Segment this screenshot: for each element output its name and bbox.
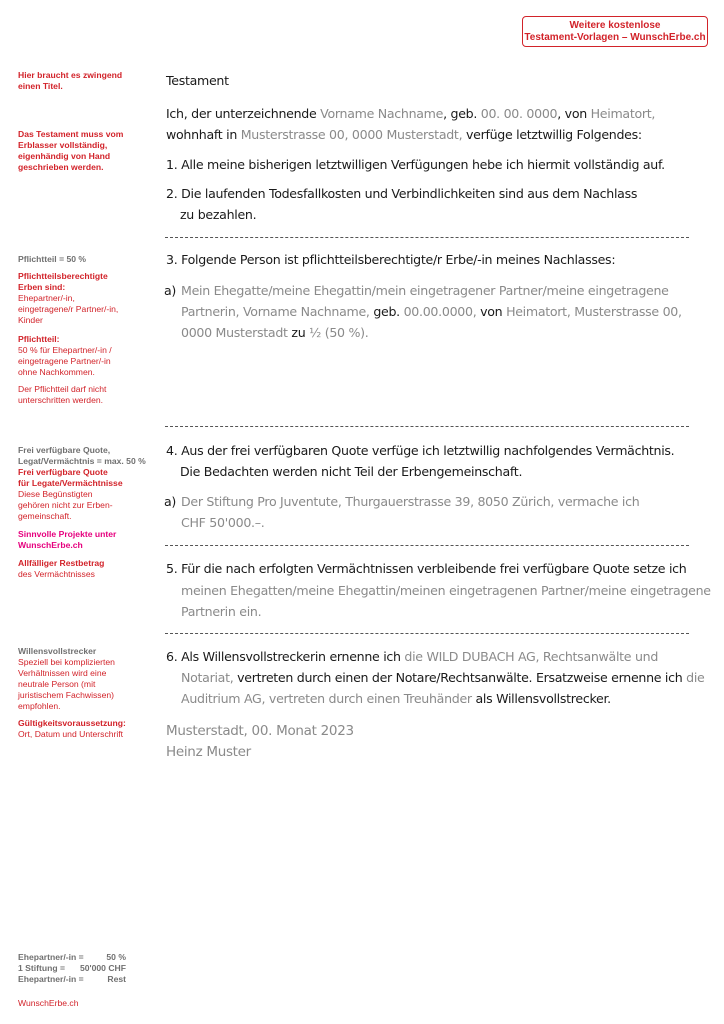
clause-3-a-line-2 xyxy=(181,304,682,319)
summary-row xyxy=(18,952,158,963)
intro-text: Ich, der unterzeichnende xyxy=(166,106,321,121)
fixed-text: zu xyxy=(291,325,306,340)
summary-label: Ehepartner/-in = xyxy=(18,952,84,962)
executor-text: empfohlen. xyxy=(18,701,61,711)
berechtigte-title: Erben sind: xyxy=(18,282,66,292)
placeholder-text: 00.00.0000, xyxy=(399,304,481,319)
clause-5-line-3: Partnerin ein. xyxy=(181,604,262,619)
rest-title: Allfälliger Restbetrag xyxy=(18,558,105,568)
intro-text: wohnhaft in xyxy=(166,127,241,142)
clause-2-line-2: zu bezahlen. xyxy=(180,207,257,222)
footer-brand: WunschErbe.ch xyxy=(18,998,79,1008)
executor-text: juristischem Fachwissen) xyxy=(18,690,114,700)
clause-6-line-3 xyxy=(181,691,611,706)
signature: Heinz Muster xyxy=(166,744,251,760)
section-divider xyxy=(165,633,689,634)
clause-2-line-1: 2. Die laufenden Todesfallkosten und Verbindlichkeiten sind aus dem Nachlass xyxy=(166,186,638,201)
placeholder-dob: 00. 00. 0000 xyxy=(480,106,558,121)
quote-header: Legat/Vermächtnis = max. 50 % xyxy=(18,456,146,466)
clause-4-a-line-2: CHF 50'000.–. xyxy=(181,515,265,530)
pflichtteil-warning xyxy=(18,384,158,406)
pflichtteil-header: Pflichtteil = 50 % xyxy=(18,254,87,264)
distribution-summary xyxy=(18,952,158,985)
placeholder-text: die xyxy=(686,670,705,685)
intro-text: , geb. xyxy=(443,106,481,121)
clause-3: 3. Folgende Person ist pflichtteilsberechtigte/r Erbe/-in meines Nachlasses: xyxy=(166,252,616,267)
badge-line-1: Weitere kostenlose xyxy=(569,20,661,31)
clause-6-line-2 xyxy=(181,670,704,685)
quote-text: gehören nicht zur Erben- xyxy=(18,500,113,510)
executor-text: Verhältnissen wird eine xyxy=(18,668,107,678)
placeholder-text: Notariat, xyxy=(181,670,234,685)
executor-notes xyxy=(18,646,158,740)
summary-row xyxy=(18,974,158,985)
fixed-text: als Willensvollstrecker. xyxy=(471,691,611,706)
placeholder-address: Musterstrasse 00, 0000 Musterstadt, xyxy=(240,127,463,142)
executor-text: neutrale Person (mit xyxy=(18,679,96,689)
clause-3-a-label: a) xyxy=(164,283,177,298)
projects-link-line: Sinnvolle Projekte unter xyxy=(18,529,117,539)
handwritten-note-line: Erblasser vollständig, xyxy=(18,140,108,150)
summary-value: 50'000 CHF xyxy=(80,963,126,973)
title-note xyxy=(18,70,158,92)
summary-label: Ehepartner/-in = xyxy=(18,974,84,984)
quote-title: für Legate/Vermächtnisse xyxy=(18,478,123,488)
placeholder-name: Vorname Nachname xyxy=(320,106,444,121)
clause-4-a-label: a) xyxy=(164,494,177,509)
summary-value: 50 % xyxy=(106,952,126,962)
pflichtteil-block xyxy=(18,334,158,378)
clause-4-line-1: 4. Aus der frei verfügbaren Quote verfüge ich letztwillig nachfolgendes Vermächtnis. xyxy=(166,443,675,458)
quote-title: Frei verfügbare Quote xyxy=(18,467,108,477)
validity-text: Ort, Datum und Unterschrift xyxy=(18,729,124,739)
pflichtteil-notes xyxy=(18,254,158,412)
berechtigte-text: eingetragene/r Partner/-in, xyxy=(18,304,119,314)
more-templates-link[interactable] xyxy=(522,16,708,47)
pflichtteil-text: ohne Nachkommen. xyxy=(18,367,95,377)
projects-link[interactable] xyxy=(18,529,158,551)
projects-link-line: WunschErbe.ch xyxy=(18,540,83,550)
intro-line-1 xyxy=(166,106,655,121)
handwritten-note xyxy=(18,129,158,173)
executor-text: Speziell bei komplizierten xyxy=(18,657,115,667)
document-title: Testament xyxy=(166,73,229,88)
pflichtteil-warning-line: Der Pflichtteil darf nicht xyxy=(18,384,107,394)
clause-3-a-line-3 xyxy=(181,325,368,340)
section-divider xyxy=(165,426,689,427)
title-note-line: einen Titel. xyxy=(18,81,63,91)
berechtigte-title: Pflichtteilsberechtigte xyxy=(18,271,108,281)
placeholder-text: Partnerin, Vorname Nachname, xyxy=(181,304,374,319)
summary-value: Rest xyxy=(107,974,126,984)
intro-line-2 xyxy=(166,127,642,142)
validity-title: Gültigkeitsvoraussetzung: xyxy=(18,718,126,728)
pflichtteil-title: Pflichtteil: xyxy=(18,334,60,344)
pflichtteil-warning-line: unterschritten werden. xyxy=(18,395,104,405)
badge-line-2: Testament-Vorlagen – WunschErbe.ch xyxy=(524,32,706,43)
clause-6-line-1 xyxy=(166,649,658,664)
berechtigte-block xyxy=(18,271,158,326)
fixed-text: geb. xyxy=(373,304,400,319)
clause-5-line-2: meinen Ehegatten/meine Ehegattin/meinen eingetragenen Partner/meine eingetragene xyxy=(181,583,711,598)
pflichtteil-text: 50 % für Ehepartner/-in / xyxy=(18,345,112,355)
section-divider xyxy=(165,237,689,238)
clause-3-a-line-1: Mein Ehegatte/meine Ehegattin/mein eingetragener Partner/meine eingetragene xyxy=(181,283,669,298)
fixed-text: 6. Als Willensvollstreckerin ernenne ich xyxy=(166,649,405,664)
placeholder-text: Heimatort, Musterstrasse 00, xyxy=(502,304,682,319)
place-date: Musterstadt, 00. Monat 2023 xyxy=(166,723,354,739)
section-divider xyxy=(165,545,689,546)
placeholder-origin: Heimatort, xyxy=(590,106,656,121)
title-note-line: Hier braucht es zwingend xyxy=(18,70,123,80)
clause-4-line-2: Die Bedachten werden nicht Teil der Erbengemeinschaft. xyxy=(180,464,523,479)
quote-text: gemeinschaft. xyxy=(18,511,72,521)
clause-5-line-1: 5. Für die nach erfolgten Vermächtnissen verbleibende frei verfügbare Quote setze ich xyxy=(166,561,687,576)
berechtigte-text: Kinder xyxy=(18,315,43,325)
quote-notes xyxy=(18,445,158,580)
summary-label: 1 Stiftung = xyxy=(18,963,66,973)
quote-text: Diese Begünstigten xyxy=(18,489,93,499)
intro-text: , von xyxy=(557,106,591,121)
intro-text: verfüge letztwillig Folgendes: xyxy=(462,127,642,142)
rest-text: des Vermächtnisses xyxy=(18,569,95,579)
executor-header: Willensvollstrecker xyxy=(18,646,97,656)
quote-header: Frei verfügbare Quote, xyxy=(18,445,111,455)
fixed-text: vertreten durch einen der Notare/Rechtsanwälte. Ersatzweise ernenne ich xyxy=(233,670,687,685)
clause-4-a-line-1: Der Stiftung Pro Juventute, Thurgauerstrasse 39, 8050 Zürich, vermache ich xyxy=(181,494,640,509)
clause-1: 1. Alle meine bisherigen letztwilligen Verfügungen hebe ich hiermit vollständig auf. xyxy=(166,157,665,172)
handwritten-note-line: geschrieben werden. xyxy=(18,162,104,172)
summary-row xyxy=(18,963,158,974)
pflichtteil-text: eingetragene Partner/-in xyxy=(18,356,111,366)
handwritten-note-line: eigenhändig von Hand xyxy=(18,151,111,161)
placeholder-text: die WILD DUBACH AG, Rechtsanwälte und xyxy=(404,649,659,664)
berechtigte-text: Ehepartner/-in, xyxy=(18,293,75,303)
placeholder-text: ½ (50 %). xyxy=(305,325,369,340)
placeholder-text: 0000 Musterstadt xyxy=(181,325,292,340)
fixed-text: von xyxy=(480,304,503,319)
placeholder-text: Auditrium AG, vertreten durch einen Treuhänder xyxy=(181,691,472,706)
handwritten-note-line: Das Testament muss vom xyxy=(18,129,124,139)
